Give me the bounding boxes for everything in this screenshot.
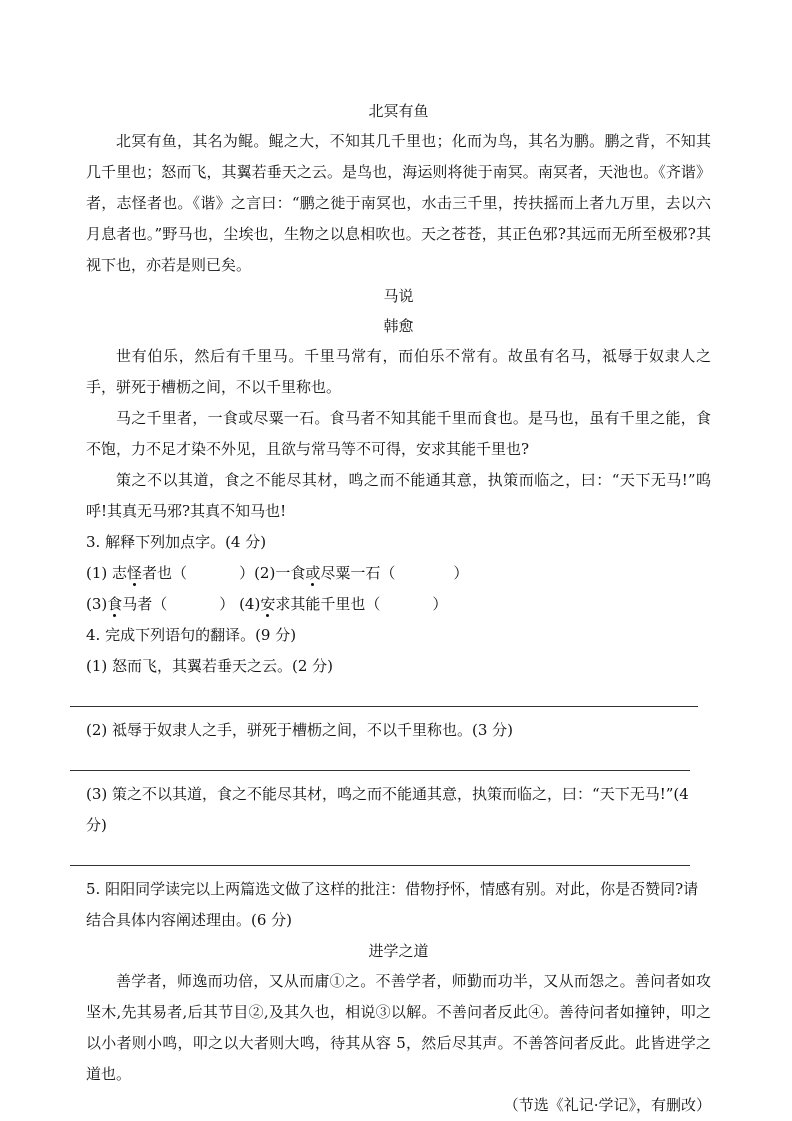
passage-paragraph: 策之不以其道，食之不能尽其材，鸣之而不能通其意，执策而临之，曰：“天下无马!”呜呼!其真无马邪?其真不知马也! [86,471,711,520]
item-close: ） [432,595,448,613]
item-number: (2) [254,564,276,582]
item-number: (4) [239,595,261,613]
answer-line[interactable] [70,682,698,707]
translation-item: (2) 祗辱于奴隶人之手，骈死于槽枥之间，不以千里称也。(3 分) [86,721,514,739]
item-text: 者也（ [142,564,188,582]
item-text: 一食 [275,564,306,582]
dotted-char: 食 [107,595,123,613]
source-citation: （节选《礼记·学记》，有删改） [503,1096,711,1114]
answer-line[interactable] [70,841,690,866]
item-close: ） [219,595,235,613]
dotted-char: 怪 [127,564,143,582]
translation-item: (1) 怒而飞，其翼若垂天之云。(2 分) [86,657,334,675]
document-page [86,96,711,1121]
item-text: 马者（ [122,595,168,613]
question-items-row [86,558,711,589]
dotted-char: 或 [305,564,321,582]
answer-line[interactable] [70,746,690,771]
item-number: (1) [86,564,113,582]
passage-paragraph: 世有伯乐，然后有千里马。千里马常有，而伯乐不常有。故虽有名马，祗辱于奴隶人之手，骈死于槽枥之间，不以千里称也。 [86,347,711,396]
item-text: 求其能千里也（ [275,595,381,613]
passage-title: 马说 [383,287,414,305]
item-text: 志 [112,564,128,582]
passage-paragraph: 北冥有鱼，其名为鲲。鲲之大，不知其几千里也；化而为鸟，其名为鹏。鹏之背，不知其几千里也；怒而飞，其翼若垂天之云。是鸟也，海运则将徙于南冥。南冥者，天池也。《齐谐》者，志怪者也。《谐》之言曰：“鹏之徙于南冥也，水击三千里，抟扶摇而上者九万里，去以六月息者也。”野马也，尘埃也，生物之以息相吹也。天之苍苍，其正色邪?其远而无所至极邪?其视下也，亦若是则已矣。 [86,132,711,274]
passage-paragraph: 马之千里者，一食或尽粟一石。食马者不知其能千里而食也。是马也，虽有千里之能，食不饱，力不足才染不外见，且欲与常马等不可得，安求其能千里也? [86,409,711,458]
passage-title: 进学之道 [368,942,429,960]
item-close: ） [239,564,255,582]
item-text: 尽粟一石（ [320,564,396,582]
dotted-char: 安 [260,595,276,613]
passage-author: 韩愈 [383,317,414,335]
passage-title: 北冥有鱼 [368,102,429,120]
translation-item: (3) 策之不以其道，食之不能尽其材，鸣之而不能通其意，执策而临之，曰：“天下无马!”(4 分) [86,785,689,834]
question-items-row [86,589,711,620]
question-stem: 4. 完成下列语句的翻译。(9 分) [86,626,297,644]
question-stem: 5. 阳阳同学读完以上两篇选文做了这样的批注：借物抒怀，情感有别。对此，你是否赞同?请结合具体内容阐述理由。(6 分) [86,880,699,929]
question-stem: 3. 解释下列加点字。(4 分) [86,533,267,551]
item-close: ） [453,564,469,582]
item-number: (3) [86,595,108,613]
passage-paragraph: 善学者，师逸而功倍，又从而庸①之。不善学者，师勤而功半，又从而怨之。善问者如攻坚木,先其易者,后其节目②,及其久也，相说③以解。不善问者反此④。善待问者如撞钟，叩之以小者则小鸣，叩之以大者则大鸣，待其从容 5，然后尽其声。不善答问者反此。此皆进学之道也。 [86,972,711,1083]
